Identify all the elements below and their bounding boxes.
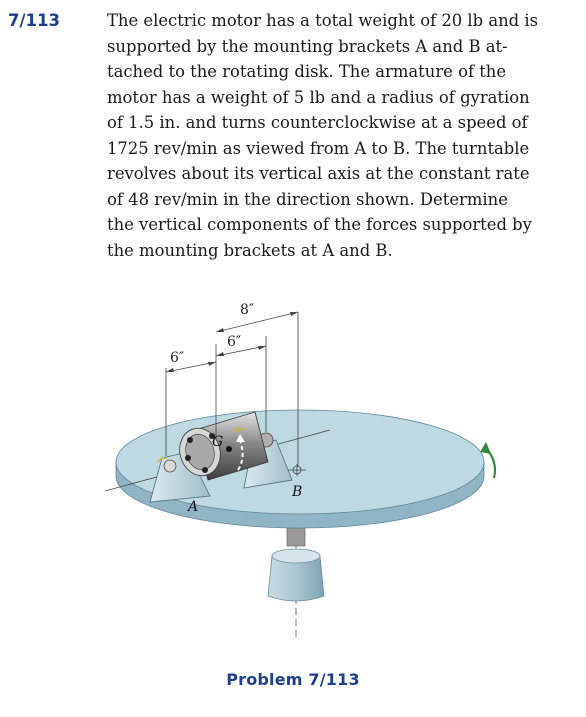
- problem-line: The electric motor has a total weight of 20 lb and is: [107, 11, 539, 30]
- pedestal: [268, 528, 324, 601]
- problem-line: motor has a weight of 5 lb and a radius of gyration: [107, 87, 530, 107]
- figure-caption: Problem 7/113: [226, 670, 360, 689]
- problem-line: of 48 rev/min in the direction shown. Determine: [107, 189, 508, 209]
- dimension-6in-left: 6″: [170, 350, 185, 366]
- problem-line: of 1.5 in. and turns counterclockwise at a speed of: [107, 113, 528, 132]
- problem-line: 1725 rev/min as viewed from A to B. The turntable: [107, 138, 530, 158]
- motor-turntable-figure: [0, 272, 586, 667]
- label-b: B: [292, 484, 303, 500]
- problem-line: the vertical components of the forces supported by: [107, 215, 532, 234]
- problem-statement: [8, 8, 576, 263]
- label-g: G: [212, 434, 224, 450]
- dimension-6in-mid: 6″: [227, 334, 242, 350]
- problem-line: revolves about its vertical axis at the constant rate: [107, 164, 530, 183]
- problem-line: supported by the mounting brackets A and B at-: [107, 36, 508, 56]
- dimension-8in: 8″: [240, 302, 255, 318]
- problem-number: 7/113: [8, 11, 60, 30]
- problem-line: the mounting brackets at A and B.: [107, 240, 393, 260]
- problem-line: tached to the rotating disk. The armature of the: [107, 62, 507, 81]
- label-a: A: [188, 499, 199, 515]
- mass-center-dot: [226, 446, 232, 452]
